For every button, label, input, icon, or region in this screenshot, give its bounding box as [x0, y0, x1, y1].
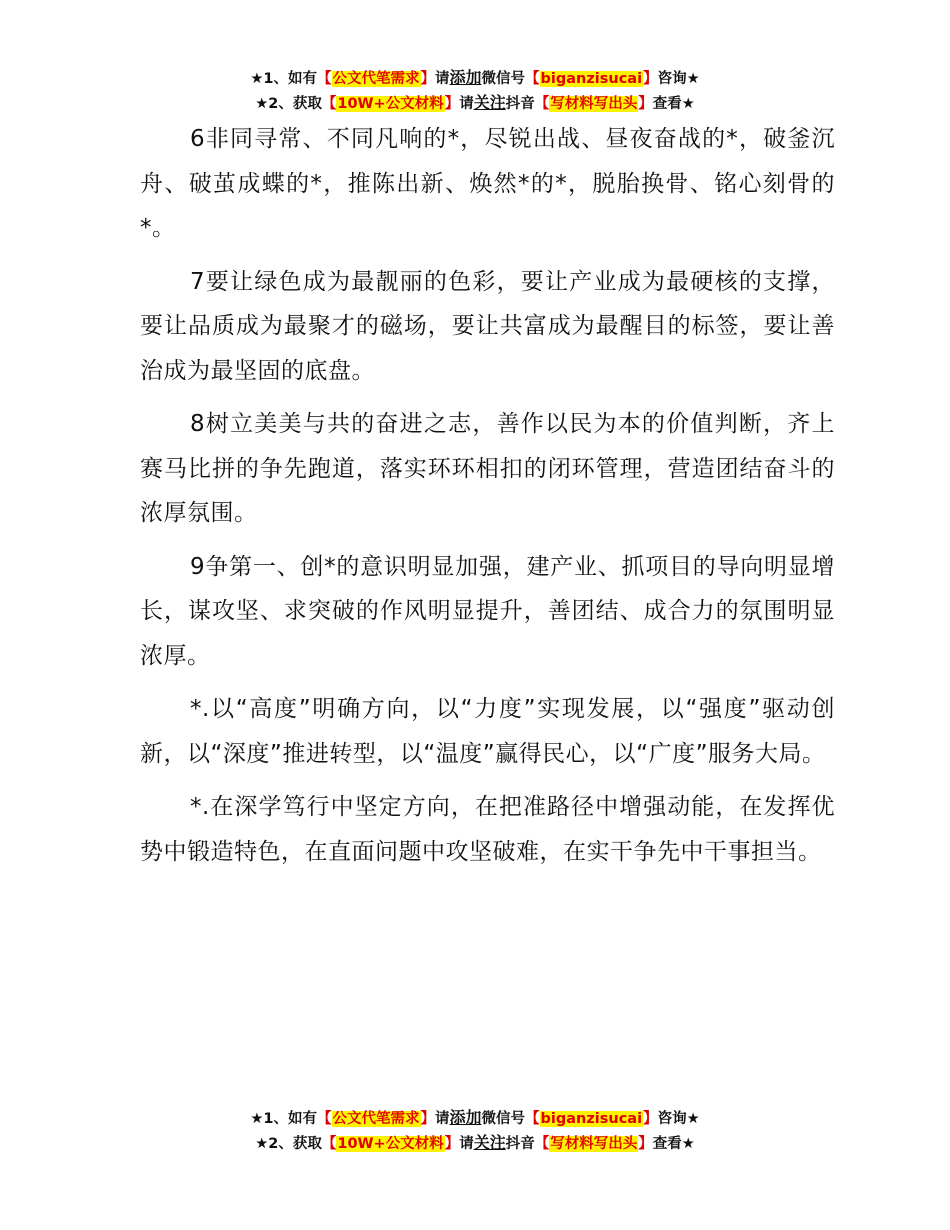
bracket: 】 [420, 1111, 435, 1127]
banner-text: 请 [459, 96, 474, 112]
star-icon: ★ [250, 71, 264, 87]
banner-text: 微信号 [481, 71, 526, 87]
bracket: 】 [638, 96, 653, 112]
star-icon: ★ [681, 1136, 695, 1152]
paragraph-7: 7要让绿色成为最靓丽的色彩，要让产业成为最硬核的支撑，要让品质成为最聚才的磁场，要让共富成为最醒目的标签，要让善治成为最坚固的底盘。 [140, 268, 835, 384]
banner-text: 2、获取 [268, 96, 322, 112]
banner-text: 请 [435, 1111, 450, 1127]
banner-text: 请 [435, 71, 450, 87]
paragraph-practice: *.在深学笃行中坚定方向，在把准路径中增强动能，在发挥优势中锻造特色，在直面问题中攻坚破难，在实干争先中干事担当。 [140, 794, 835, 865]
banner-line-2 [0, 1131, 950, 1156]
bracket: 】 [444, 96, 460, 112]
bracket: 】 [643, 71, 658, 87]
banner-emphasis: 添加 [449, 68, 482, 87]
bracket: 【 [525, 1111, 540, 1127]
star-icon: ★ [681, 96, 695, 112]
highlight-wechat-id: biganzisucai [540, 1111, 643, 1127]
banner-text: 咨询 [657, 71, 687, 87]
banner-text: 请 [459, 1136, 474, 1152]
bracket: 】 [638, 1136, 653, 1152]
banner-text: 抖音 [505, 96, 535, 112]
bracket: 【 [534, 1136, 550, 1152]
bracket: 】 [420, 71, 435, 87]
paragraph-9: 9争第一、创*的意识明显加强，建产业、抓项目的导向明显增长，谋攻坚、求突破的作风明显提升，善团结、成合力的氛围明显浓厚。 [140, 553, 835, 669]
star-icon: ★ [255, 96, 269, 112]
bracket: 】 [643, 1111, 658, 1127]
banner-line-1 [0, 66, 950, 91]
highlight-wechat-id: biganzisucai [540, 71, 643, 87]
bracket: 】 [444, 1136, 460, 1152]
banner-emphasis: 关注 [473, 1133, 506, 1152]
banner-emphasis: 关注 [473, 93, 506, 112]
highlight-materials: 10W+公文材料 [337, 1136, 444, 1152]
star-icon: ★ [250, 1111, 264, 1127]
banner-line-2 [0, 91, 950, 116]
banner-text: 1、如有 [263, 71, 317, 87]
banner-text: 1、如有 [263, 1111, 317, 1127]
star-icon: ★ [255, 1136, 269, 1152]
highlight-service: 公文代笔需求 [332, 71, 420, 87]
bottom-banner [0, 1106, 950, 1156]
bracket: 【 [525, 71, 540, 87]
paragraph-8: 8树立美美与共的奋进之志，善作以民为本的价值判断，齐上赛马比拼的争先跑道，落实环环相扣的闭环管理，营造团结奋斗的浓厚氛围。 [140, 411, 835, 526]
document-body [140, 117, 835, 883]
bracket: 【 [534, 96, 550, 112]
bracket: 【 [321, 1136, 337, 1152]
banner-text: 查看 [652, 96, 682, 112]
bracket: 【 [317, 1111, 332, 1127]
banner-text: 咨询 [657, 1111, 687, 1127]
highlight-service: 公文代笔需求 [332, 1111, 420, 1127]
highlight-douyin: 写材料写出头 [550, 96, 638, 112]
banner-text: 查看 [652, 1136, 682, 1152]
banner-text: 微信号 [481, 1111, 526, 1127]
star-icon: ★ [686, 1111, 700, 1127]
highlight-douyin: 写材料写出头 [550, 1136, 638, 1152]
highlight-materials: 10W+公文材料 [337, 96, 444, 112]
paragraph-6: 6非同寻常、不同凡响的*，尽锐出战、昼夜奋战的*，破釜沉舟、破茧成蝶的*，推陈出新、焕然*的*，脱胎换骨、铭心刻骨的*。 [140, 126, 835, 241]
bracket: 【 [321, 96, 337, 112]
star-icon: ★ [686, 71, 700, 87]
paragraph-degrees: *.以“高度”明确方向，以“力度”实现发展，以“强度”驱动创新，以“深度”推进转型，以“温度”赢得民心，以“广度”服务大局。 [140, 696, 835, 767]
banner-line-1 [0, 1106, 950, 1131]
banner-emphasis: 添加 [449, 1108, 482, 1127]
banner-text: 抖音 [505, 1136, 535, 1152]
bracket: 【 [317, 71, 332, 87]
banner-text: 2、获取 [268, 1136, 322, 1152]
top-banner [0, 66, 950, 116]
